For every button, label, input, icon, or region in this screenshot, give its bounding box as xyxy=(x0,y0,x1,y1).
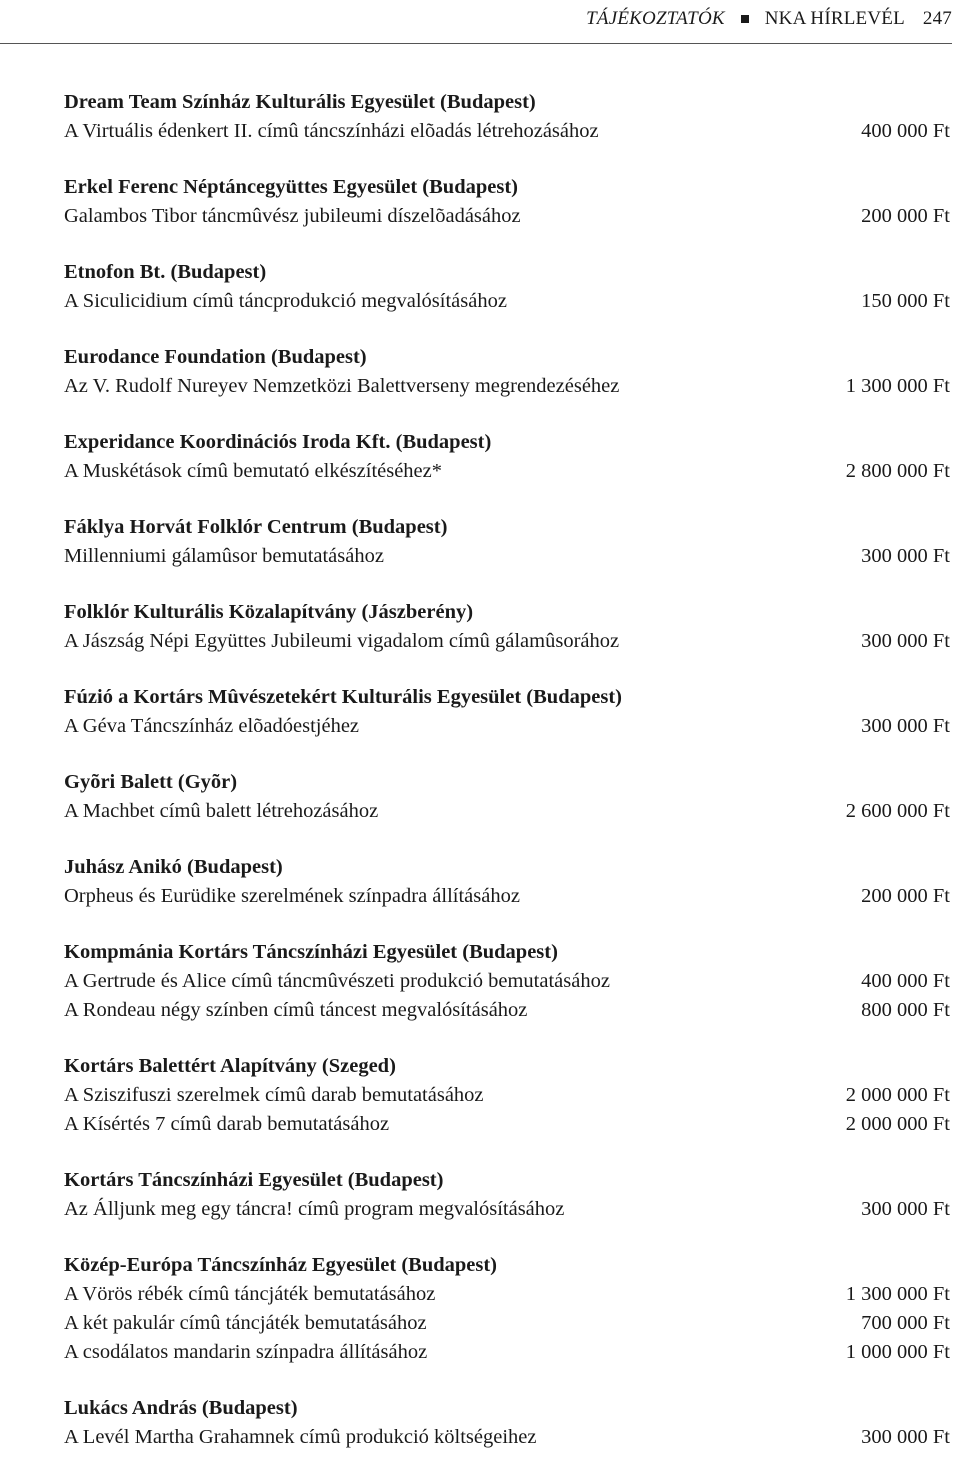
grant-entry xyxy=(64,88,950,146)
grant-purpose: Az V. Rudolf Nureyev Nemzetközi Balettverseny megrendezéséhez xyxy=(64,375,620,397)
grant-amount: 800 000 Ft xyxy=(861,999,950,1021)
grant-row xyxy=(64,967,950,996)
organization-name: Kompmánia Kortárs Táncszínházi Egyesület (Budapest) xyxy=(64,941,558,963)
organization-name: Folklór Kulturális Közalapítvány (Jászberény) xyxy=(64,601,474,623)
grant-row xyxy=(64,1195,950,1224)
grant-entry xyxy=(64,428,950,486)
grant-amount: 1 300 000 Ft xyxy=(845,375,950,397)
grant-purpose: A Jászság Népi Együttes Jubileumi vigadalom címû gálamûsorához xyxy=(64,630,620,652)
grant-list xyxy=(64,88,950,1479)
grant-purpose: A két pakulár címû táncjáték bemutatásához xyxy=(64,1312,427,1334)
grant-entry xyxy=(64,513,950,571)
grant-purpose: Az Álljunk meg egy táncra! címû program megvalósításához xyxy=(64,1198,565,1220)
grant-amount: 200 000 Ft xyxy=(861,205,950,227)
organization-name: Juhász Anikó (Budapest) xyxy=(64,856,283,878)
grant-amount: 300 000 Ft xyxy=(861,715,950,737)
header-rule xyxy=(0,43,952,44)
grant-purpose: Orpheus és Eurüdike szerelmének színpadra állításához xyxy=(64,885,520,907)
grant-purpose: A Muskétások címû bemutató elkészítéséhez* xyxy=(64,460,443,482)
grant-row xyxy=(64,1338,950,1367)
grant-row xyxy=(64,1309,950,1338)
grant-amount: 2 800 000 Ft xyxy=(845,460,950,482)
organization-name: Kortárs Táncszínházi Egyesület (Budapest) xyxy=(64,1169,444,1191)
grant-purpose: Millenniumi gálamûsor bemutatásához xyxy=(64,545,384,567)
grant-amount: 200 000 Ft xyxy=(861,885,950,907)
grant-entry xyxy=(64,598,950,656)
publication-title: NKA HÍRLEVÉL xyxy=(764,8,905,29)
organization-name: Lukács András (Budapest) xyxy=(64,1397,298,1419)
grant-row xyxy=(64,996,950,1025)
grant-amount: 700 000 Ft xyxy=(861,1312,950,1334)
grant-row xyxy=(64,1110,950,1139)
grant-entry xyxy=(64,938,950,1025)
grant-row xyxy=(64,882,950,911)
square-bullet-icon xyxy=(741,15,749,23)
page-number: 247 xyxy=(922,8,952,29)
grant-row xyxy=(64,287,950,316)
section-title: TÁJÉKOZTATÓK xyxy=(586,8,725,29)
grant-entry xyxy=(64,1166,950,1224)
grant-purpose: Galambos Tibor táncmûvész jubileumi díszelõadásához xyxy=(64,205,521,227)
grant-row xyxy=(64,457,950,486)
grant-purpose: A Siculicidium címû táncprodukció megvalósításához xyxy=(64,290,507,312)
grant-amount: 400 000 Ft xyxy=(861,970,950,992)
grant-row xyxy=(64,542,950,571)
organization-name: Fáklya Horvát Folklór Centrum (Budapest) xyxy=(64,516,448,538)
grant-row xyxy=(64,202,950,231)
grant-amount: 1 300 000 Ft xyxy=(845,1283,950,1305)
grant-row xyxy=(64,627,950,656)
organization-name: Közép-Európa Táncszínház Egyesület (Budapest) xyxy=(64,1254,498,1276)
grant-purpose: A Géva Táncszínház elõadóestjéhez xyxy=(64,715,360,737)
grant-row xyxy=(64,797,950,826)
grant-entry xyxy=(64,853,950,911)
organization-name: Etnofon Bt. (Budapest) xyxy=(64,261,267,283)
grant-amount: 2 000 000 Ft xyxy=(845,1084,950,1106)
running-header xyxy=(586,6,952,32)
grant-amount: 300 000 Ft xyxy=(861,1198,950,1220)
grant-amount: 2 000 000 Ft xyxy=(845,1113,950,1135)
grant-purpose: A csodálatos mandarin színpadra állításához xyxy=(64,1341,428,1363)
grant-purpose: A Gertrude és Alice címû táncmûvészeti produkció bemutatásához xyxy=(64,970,610,992)
grant-entry xyxy=(64,1251,950,1367)
grant-purpose: A Levél Martha Grahamnek címû produkció költségeihez xyxy=(64,1426,537,1448)
grant-amount: 150 000 Ft xyxy=(861,290,950,312)
organization-name: Fúzió a Kortárs Mûvészetekért Kulturális Egyesület (Budapest) xyxy=(64,686,622,708)
grant-row xyxy=(64,117,950,146)
grant-purpose: A Kísértés 7 címû darab bemutatásához xyxy=(64,1113,390,1135)
grant-amount: 2 600 000 Ft xyxy=(845,800,950,822)
grant-amount: 300 000 Ft xyxy=(861,630,950,652)
grant-entry xyxy=(64,173,950,231)
grant-purpose: A Sziszifuszi szerelmek címû darab bemutatásához xyxy=(64,1084,484,1106)
grant-entry xyxy=(64,258,950,316)
grant-amount: 300 000 Ft xyxy=(861,1426,950,1448)
grant-row xyxy=(64,1280,950,1309)
organization-name: Gyõri Balett (Gyõr) xyxy=(64,771,238,793)
grant-purpose: A Vörös rébék címû táncjáték bemutatásához xyxy=(64,1283,436,1305)
grant-row xyxy=(64,1423,950,1452)
organization-name: Eurodance Foundation (Budapest) xyxy=(64,346,367,368)
organization-name: Experidance Koordinációs Iroda Kft. (Budapest) xyxy=(64,431,492,453)
organization-name: Kortárs Balettért Alapítvány (Szeged) xyxy=(64,1055,396,1077)
grant-entry xyxy=(64,683,950,741)
organization-name: Erkel Ferenc Néptáncegyüttes Egyesület (Budapest) xyxy=(64,176,518,198)
grant-amount: 400 000 Ft xyxy=(861,120,950,142)
grant-row xyxy=(64,712,950,741)
grant-row xyxy=(64,1081,950,1110)
organization-name: Dream Team Színház Kulturális Egyesület (Budapest) xyxy=(64,91,536,113)
grant-purpose: A Machbet címû balett létrehozásához xyxy=(64,800,379,822)
grant-amount: 1 000 000 Ft xyxy=(845,1341,950,1363)
grant-row xyxy=(64,372,950,401)
grant-purpose: A Rondeau négy színben címû táncest megvalósításához xyxy=(64,999,528,1021)
grant-purpose: A Virtuális édenkert II. címû táncszínházi elõadás létrehozásához xyxy=(64,120,599,142)
grant-entry xyxy=(64,1394,950,1452)
grant-entry xyxy=(64,1052,950,1139)
grant-entry xyxy=(64,768,950,826)
grant-entry xyxy=(64,343,950,401)
grant-amount: 300 000 Ft xyxy=(861,545,950,567)
